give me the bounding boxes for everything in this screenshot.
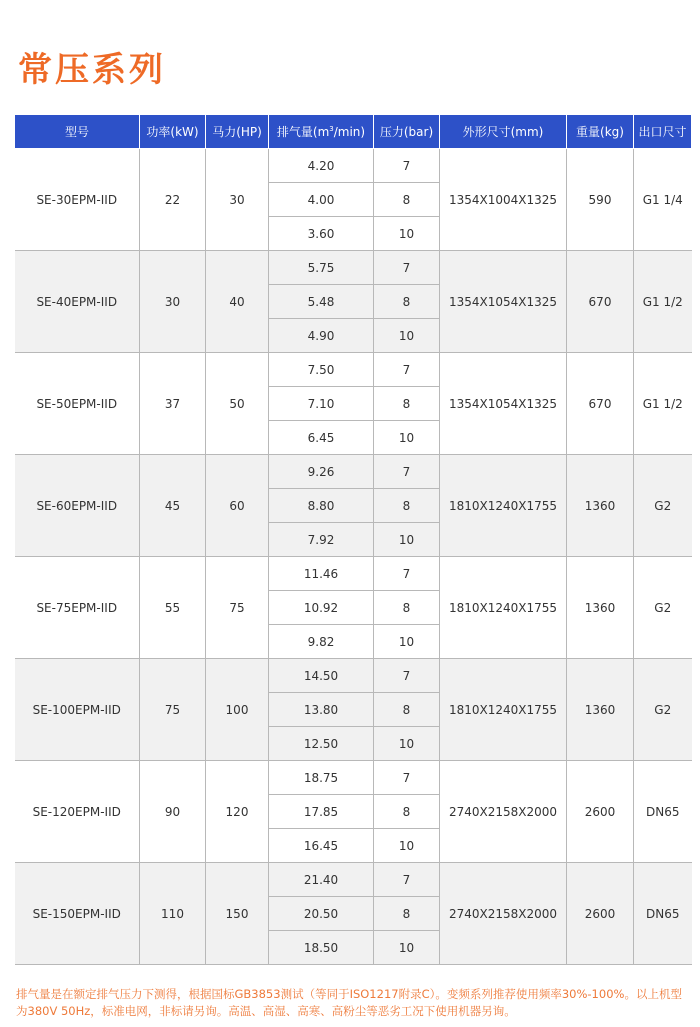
weight-cell: 670	[567, 353, 634, 455]
footnote: 排气量是在额定排气压力下测得，根据国标GB3853测试（等同于ISO1217附录C）。变频系列推荐使用频率30%-100%。以上机型为380V 50Hz，标准电网，非标请另询。高温、高湿、高寒、高粉尘等恶劣工况下使用机器另询。	[16, 987, 682, 1018]
dimensions-cell: 1354X1054X1325	[440, 251, 567, 353]
model-cell: SE-40EPM-IID	[15, 251, 140, 353]
flow-cell: 12.50	[269, 727, 374, 761]
power-cell: 37	[140, 353, 206, 455]
table-row	[15, 149, 692, 183]
pressure-cell: 7	[374, 455, 440, 489]
pressure-cell: 7	[374, 761, 440, 795]
pressure-cell: 7	[374, 557, 440, 591]
dimensions-cell: 1354X1054X1325	[440, 353, 567, 455]
power-cell: 55	[140, 557, 206, 659]
header-row	[15, 115, 692, 149]
header-power: 功率(kW)	[140, 115, 206, 149]
flow-cell: 4.90	[269, 319, 374, 353]
model-group	[15, 659, 692, 761]
pressure-cell: 7	[374, 659, 440, 693]
pressure-cell: 10	[374, 421, 440, 455]
model-cell: SE-75EPM-IID	[15, 557, 140, 659]
power-cell: 45	[140, 455, 206, 557]
dimensions-cell: 2740X2158X2000	[440, 863, 567, 965]
pressure-cell: 10	[374, 523, 440, 557]
power-cell: 90	[140, 761, 206, 863]
model-cell: SE-150EPM-IID	[15, 863, 140, 965]
pressure-cell: 8	[374, 183, 440, 217]
flow-cell: 17.85	[269, 795, 374, 829]
pressure-cell: 7	[374, 149, 440, 183]
flow-cell: 3.60	[269, 217, 374, 251]
weight-cell: 2600	[567, 761, 634, 863]
pressure-cell: 10	[374, 625, 440, 659]
page-title: 常压系列	[18, 50, 166, 90]
hp-cell: 40	[206, 251, 269, 353]
model-cell: SE-30EPM-IID	[15, 149, 140, 251]
table-row	[15, 353, 692, 387]
pressure-cell: 8	[374, 795, 440, 829]
flow-cell: 7.92	[269, 523, 374, 557]
power-cell: 75	[140, 659, 206, 761]
spec-table	[14, 114, 692, 965]
hp-cell: 60	[206, 455, 269, 557]
model-group	[15, 761, 692, 863]
outlet-cell: DN65	[634, 761, 692, 863]
pressure-cell: 10	[374, 931, 440, 965]
flow-cell: 7.10	[269, 387, 374, 421]
dimensions-cell: 1810X1240X1755	[440, 455, 567, 557]
header-outlet: 出口尺寸	[634, 115, 692, 149]
pressure-cell: 10	[374, 217, 440, 251]
model-cell: SE-100EPM-IID	[15, 659, 140, 761]
table-row	[15, 455, 692, 489]
weight-cell: 1360	[567, 557, 634, 659]
dimensions-cell: 2740X2158X2000	[440, 761, 567, 863]
flow-cell: 5.75	[269, 251, 374, 285]
pressure-cell: 8	[374, 285, 440, 319]
flow-cell: 4.20	[269, 149, 374, 183]
outlet-cell: G2	[634, 659, 692, 761]
model-group	[15, 455, 692, 557]
outlet-cell: G1 1/2	[634, 251, 692, 353]
pressure-cell: 7	[374, 353, 440, 387]
header-hp: 马力(HP)	[206, 115, 269, 149]
hp-cell: 75	[206, 557, 269, 659]
table-row	[15, 251, 692, 285]
flow-cell: 13.80	[269, 693, 374, 727]
model-cell: SE-50EPM-IID	[15, 353, 140, 455]
dimensions-cell: 1810X1240X1755	[440, 659, 567, 761]
flow-cell: 18.75	[269, 761, 374, 795]
pressure-cell: 8	[374, 693, 440, 727]
pressure-cell: 10	[374, 829, 440, 863]
table-row	[15, 557, 692, 591]
power-cell: 22	[140, 149, 206, 251]
flow-cell: 10.92	[269, 591, 374, 625]
weight-cell: 1360	[567, 659, 634, 761]
flow-cell: 8.80	[269, 489, 374, 523]
power-cell: 110	[140, 863, 206, 965]
table-row	[15, 659, 692, 693]
header-flow	[269, 115, 374, 149]
pressure-cell: 8	[374, 387, 440, 421]
model-group	[15, 251, 692, 353]
header-dimensions: 外形尺寸(mm)	[440, 115, 567, 149]
flow-cell: 9.26	[269, 455, 374, 489]
model-cell: SE-120EPM-IID	[15, 761, 140, 863]
weight-cell: 670	[567, 251, 634, 353]
pressure-cell: 7	[374, 251, 440, 285]
power-cell: 30	[140, 251, 206, 353]
flow-cell: 5.48	[269, 285, 374, 319]
hp-cell: 50	[206, 353, 269, 455]
table-row	[15, 863, 692, 897]
flow-cell: 4.00	[269, 183, 374, 217]
flow-cell: 11.46	[269, 557, 374, 591]
outlet-cell: DN65	[634, 863, 692, 965]
dimensions-cell: 1354X1004X1325	[440, 149, 567, 251]
header-weight: 重量(kg)	[567, 115, 634, 149]
model-cell: SE-60EPM-IID	[15, 455, 140, 557]
pressure-cell: 10	[374, 727, 440, 761]
outlet-cell: G2	[634, 557, 692, 659]
weight-cell: 590	[567, 149, 634, 251]
weight-cell: 1360	[567, 455, 634, 557]
model-group	[15, 557, 692, 659]
flow-cell: 18.50	[269, 931, 374, 965]
flow-cell: 6.45	[269, 421, 374, 455]
flow-cell: 16.45	[269, 829, 374, 863]
outlet-cell: G1 1/2	[634, 353, 692, 455]
header-flow-suffix: /min)	[333, 125, 366, 139]
model-group	[15, 353, 692, 455]
hp-cell: 30	[206, 149, 269, 251]
flow-cell: 20.50	[269, 897, 374, 931]
table-row	[15, 761, 692, 795]
flow-cell: 21.40	[269, 863, 374, 897]
weight-cell: 2600	[567, 863, 634, 965]
outlet-cell: G2	[634, 455, 692, 557]
pressure-cell: 7	[374, 863, 440, 897]
header-pressure: 压力(bar)	[374, 115, 440, 149]
pressure-cell: 10	[374, 319, 440, 353]
hp-cell: 120	[206, 761, 269, 863]
hp-cell: 100	[206, 659, 269, 761]
flow-cell: 14.50	[269, 659, 374, 693]
model-group	[15, 863, 692, 965]
flow-cell: 9.82	[269, 625, 374, 659]
flow-cell: 7.50	[269, 353, 374, 387]
dimensions-cell: 1810X1240X1755	[440, 557, 567, 659]
model-group	[15, 149, 692, 251]
header-model: 型号	[15, 115, 140, 149]
hp-cell: 150	[206, 863, 269, 965]
pressure-cell: 8	[374, 897, 440, 931]
outlet-cell: G1 1/4	[634, 149, 692, 251]
header-flow-prefix: 排气量(m	[276, 125, 330, 139]
header-flow-sup: 3	[329, 125, 334, 133]
pressure-cell: 8	[374, 591, 440, 625]
pressure-cell: 8	[374, 489, 440, 523]
